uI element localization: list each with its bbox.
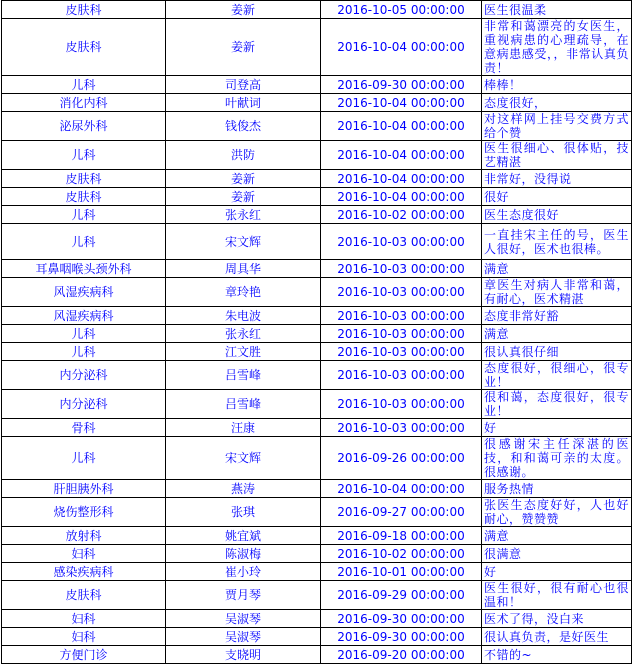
table-row <box>2 19 632 76</box>
department-cell: 皮肤科 <box>2 170 166 188</box>
review-table <box>1 0 632 664</box>
table-row <box>2 361 632 390</box>
comment-cell: 很和蔼，态度很好，很专业！ <box>482 390 632 419</box>
table-row <box>2 141 632 170</box>
visit-time-cell: 2016-10-04 00:00:00 <box>321 188 482 206</box>
table-row <box>2 260 632 278</box>
department-cell: 皮肤科 <box>2 581 166 610</box>
table-row <box>2 480 632 498</box>
table-row <box>2 498 632 527</box>
department-cell: 风湿疾病科 <box>2 278 166 307</box>
visit-time-cell: 2016-10-03 00:00:00 <box>321 419 482 437</box>
visit-time-cell: 2016-10-03 00:00:00 <box>321 307 482 325</box>
doctor-cell: 贾月琴 <box>166 581 321 610</box>
visit-time-cell: 2016-10-02 00:00:00 <box>321 206 482 224</box>
department-cell: 儿科 <box>2 206 166 224</box>
doctor-cell: 张琪 <box>166 498 321 527</box>
table-row <box>2 206 632 224</box>
department-cell: 皮肤科 <box>2 19 166 76</box>
comment-cell: 非常好，没得说 <box>482 170 632 188</box>
comment-cell: 好 <box>482 419 632 437</box>
department-cell: 儿科 <box>2 437 166 480</box>
doctor-cell: 姜新 <box>166 170 321 188</box>
visit-time-cell: 2016-10-04 00:00:00 <box>321 19 482 76</box>
doctor-cell: 燕涛 <box>166 480 321 498</box>
comment-cell: 很认真负责，是好医生 <box>482 628 632 646</box>
doctor-cell: 吴淑琴 <box>166 610 321 628</box>
comment-cell: 医生很细心、很体贴，技艺精湛 <box>482 141 632 170</box>
visit-time-cell: 2016-10-03 00:00:00 <box>321 343 482 361</box>
department-cell: 妇科 <box>2 545 166 563</box>
doctor-cell: 朱电波 <box>166 307 321 325</box>
comment-cell: 不错的~ <box>482 646 632 664</box>
department-cell: 妇科 <box>2 628 166 646</box>
visit-time-cell: 2016-10-04 00:00:00 <box>321 141 482 170</box>
department-cell: 肝胆胰外科 <box>2 480 166 498</box>
table-row <box>2 545 632 563</box>
comment-cell: 章医生对病人非常和蔼，有耐心，医术精湛 <box>482 278 632 307</box>
comment-cell: 满意 <box>482 527 632 545</box>
comment-cell: 态度非常好豁 <box>482 307 632 325</box>
visit-time-cell: 2016-10-04 00:00:00 <box>321 480 482 498</box>
doctor-cell: 汪康 <box>166 419 321 437</box>
visit-time-cell: 2016-10-05 00:00:00 <box>321 1 482 19</box>
table-row <box>2 628 632 646</box>
department-cell: 内分泌科 <box>2 361 166 390</box>
doctor-cell: 周具华 <box>166 260 321 278</box>
visit-time-cell: 2016-09-30 00:00:00 <box>321 76 482 94</box>
table-row <box>2 188 632 206</box>
comment-cell: 很感谢宋主任深湛的医技，和和蔼可亲的太度。很感谢。 <box>482 437 632 480</box>
doctor-cell: 张永红 <box>166 325 321 343</box>
department-cell: 方便门诊 <box>2 646 166 664</box>
table-row <box>2 170 632 188</box>
comment-cell: 医生很好，很有耐心也很温和！ <box>482 581 632 610</box>
department-cell: 骨科 <box>2 419 166 437</box>
department-cell: 消化内科 <box>2 94 166 112</box>
doctor-cell: 支晓明 <box>166 646 321 664</box>
doctor-cell: 姜新 <box>166 188 321 206</box>
department-cell: 儿科 <box>2 325 166 343</box>
visit-time-cell: 2016-10-03 00:00:00 <box>321 260 482 278</box>
visit-time-cell: 2016-10-04 00:00:00 <box>321 112 482 141</box>
visit-time-cell: 2016-10-04 00:00:00 <box>321 170 482 188</box>
comment-cell: 医生很温柔 <box>482 1 632 19</box>
department-cell: 儿科 <box>2 76 166 94</box>
table-row <box>2 563 632 581</box>
visit-time-cell: 2016-10-03 00:00:00 <box>321 390 482 419</box>
doctor-cell: 司登高 <box>166 76 321 94</box>
visit-time-cell: 2016-09-30 00:00:00 <box>321 628 482 646</box>
department-cell: 风湿疾病科 <box>2 307 166 325</box>
doctor-cell: 宋文辉 <box>166 224 321 260</box>
visit-time-cell: 2016-09-26 00:00:00 <box>321 437 482 480</box>
visit-time-cell: 2016-10-03 00:00:00 <box>321 224 482 260</box>
visit-time-cell: 2016-10-03 00:00:00 <box>321 325 482 343</box>
department-cell: 耳鼻咽喉头颈外科 <box>2 260 166 278</box>
doctor-cell: 钱俊杰 <box>166 112 321 141</box>
comment-cell: 态度很好， <box>482 94 632 112</box>
visit-time-cell: 2016-10-04 00:00:00 <box>321 94 482 112</box>
table-row <box>2 325 632 343</box>
table-row <box>2 278 632 307</box>
department-cell: 儿科 <box>2 343 166 361</box>
comment-cell: 医术了得，没白来 <box>482 610 632 628</box>
table-row <box>2 94 632 112</box>
doctor-cell: 叶献词 <box>166 94 321 112</box>
table-row <box>2 437 632 480</box>
comment-cell: 对这样网上挂号交费方式给个赞 <box>482 112 632 141</box>
doctor-cell: 张永红 <box>166 206 321 224</box>
department-cell: 皮肤科 <box>2 188 166 206</box>
department-cell: 泌尿外科 <box>2 112 166 141</box>
comment-cell: 棒棒！ <box>482 76 632 94</box>
department-cell: 皮肤科 <box>2 1 166 19</box>
department-cell: 感染疾病科 <box>2 563 166 581</box>
visit-time-cell: 2016-10-02 00:00:00 <box>321 545 482 563</box>
comment-cell: 好 <box>482 563 632 581</box>
comment-cell: 张医生态度好好，人也好耐心，赞赞赞 <box>482 498 632 527</box>
comment-cell: 态度很好，很细心，很专业！ <box>482 361 632 390</box>
comment-cell: 很认真很仔细 <box>482 343 632 361</box>
table-row <box>2 646 632 664</box>
table-row <box>2 112 632 141</box>
comment-cell: 医生态度很好 <box>482 206 632 224</box>
visit-time-cell: 2016-10-01 00:00:00 <box>321 563 482 581</box>
comment-cell: 服务热情 <box>482 480 632 498</box>
doctor-cell: 宋文辉 <box>166 437 321 480</box>
doctor-cell: 洪防 <box>166 141 321 170</box>
visit-time-cell: 2016-09-27 00:00:00 <box>321 498 482 527</box>
table-row <box>2 610 632 628</box>
table-row <box>2 390 632 419</box>
department-cell: 烧伤整形科 <box>2 498 166 527</box>
visit-time-cell: 2016-09-30 00:00:00 <box>321 610 482 628</box>
department-cell: 内分泌科 <box>2 390 166 419</box>
comment-cell: 很满意 <box>482 545 632 563</box>
doctor-cell: 吕雪峰 <box>166 361 321 390</box>
comment-cell: 满意 <box>482 325 632 343</box>
review-table-body <box>2 1 632 664</box>
table-row <box>2 307 632 325</box>
doctor-cell: 章玲艳 <box>166 278 321 307</box>
comment-cell: 满意 <box>482 260 632 278</box>
department-cell: 儿科 <box>2 224 166 260</box>
table-row <box>2 527 632 545</box>
comment-cell: 非常和蔼漂亮的女医生，重视病患的心理疏导，在意病患感受，，非常认真负责！ <box>482 19 632 76</box>
visit-time-cell: 2016-10-03 00:00:00 <box>321 361 482 390</box>
visit-time-cell: 2016-10-03 00:00:00 <box>321 278 482 307</box>
table-row <box>2 581 632 610</box>
doctor-cell: 吴淑琴 <box>166 628 321 646</box>
visit-time-cell: 2016-09-29 00:00:00 <box>321 581 482 610</box>
doctor-cell: 姜新 <box>166 19 321 76</box>
comment-cell: 很好 <box>482 188 632 206</box>
doctor-cell: 姜新 <box>166 1 321 19</box>
doctor-cell: 姚宜斌 <box>166 527 321 545</box>
visit-time-cell: 2016-09-20 00:00:00 <box>321 646 482 664</box>
doctor-cell: 江文胜 <box>166 343 321 361</box>
table-row <box>2 76 632 94</box>
table-row <box>2 224 632 260</box>
table-row <box>2 1 632 19</box>
doctor-cell: 崔小玲 <box>166 563 321 581</box>
table-row <box>2 343 632 361</box>
comment-cell: 一直挂宋主任的号，医生人很好，医术也很棒。 <box>482 224 632 260</box>
doctor-cell: 陈淑梅 <box>166 545 321 563</box>
table-row <box>2 419 632 437</box>
department-cell: 儿科 <box>2 141 166 170</box>
department-cell: 放射科 <box>2 527 166 545</box>
doctor-cell: 吕雪峰 <box>166 390 321 419</box>
department-cell: 妇科 <box>2 610 166 628</box>
visit-time-cell: 2016-09-18 00:00:00 <box>321 527 482 545</box>
